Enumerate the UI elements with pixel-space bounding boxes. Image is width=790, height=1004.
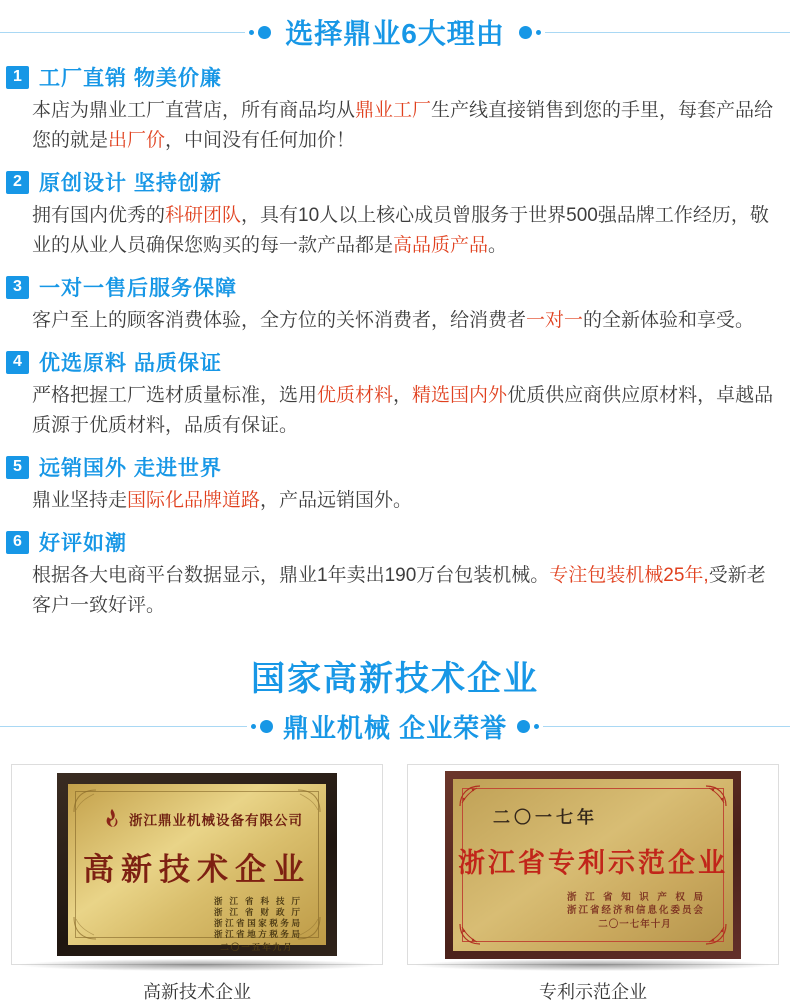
reason-heading: 远销国外 走进世界 (39, 457, 222, 480)
issuer-line: 浙江省财政厅 (214, 907, 300, 917)
reasons-list (0, 62, 790, 621)
plaque-year: 二〇一七年 (493, 807, 598, 827)
reason-heading: 工厂直销 物美价廉 (39, 67, 222, 90)
patent-plaque-frame (445, 771, 741, 959)
corner-flourish-icon (457, 783, 483, 809)
decor-dot-small-right (536, 30, 541, 35)
corner-flourish-icon (703, 783, 729, 809)
plaque-title: 浙江省专利示范企业 (458, 847, 728, 878)
title-line-right (545, 32, 790, 33)
honors-subtitle-row (0, 708, 790, 744)
decor-dot-small-left (249, 30, 254, 35)
reason-body: 拥有国内优秀的科研团队，具有10人以上核心成员曾服务于世界500强品牌工作经历，敬业的从业人员确保您购买的每一款产品都是高品质产品。 (32, 205, 769, 256)
hightech-certificate-image (11, 764, 383, 965)
reason-number-badge: 6 (6, 531, 29, 554)
corner-flourish-icon (457, 921, 483, 947)
corner-flourish-icon (72, 915, 98, 941)
subtitle-line-left (0, 726, 247, 727)
honors-subtitle: 鼎业机械 企业荣誉 (282, 712, 508, 743)
reason-heading: 好评如潮 (39, 532, 127, 555)
reason-body: 根据各大电商平台数据显示，鼎业1年卖出190万台包装机械。专注包装机械25年,受新老客户一致好评。 (32, 565, 766, 616)
plaque-issuers (214, 896, 300, 953)
reason-item-3 (6, 272, 782, 336)
reason-body: 鼎业坚持走国际化品牌道路，产品远销国外。 (32, 490, 413, 511)
certificate-column-patent (407, 764, 779, 1004)
decor-dot-large-right (519, 26, 532, 39)
honors-title: 国家高新技术企业 (251, 660, 539, 698)
section-title-row (0, 13, 790, 51)
plaque-issuers (567, 891, 703, 931)
issuer-line: 浙江省经济和信息化委员会 (567, 904, 703, 916)
plaque-title: 高新技术企业 (83, 852, 311, 887)
reason-heading: 优选原料 品质保证 (39, 352, 222, 375)
reason-heading: 原创设计 坚持创新 (39, 172, 222, 195)
reason-heading: 一对一售后服务保障 (39, 277, 237, 300)
reason-number-badge: 1 (6, 66, 29, 89)
plaque-company-name: 浙江鼎业机械设备有限公司 (129, 813, 303, 828)
reason-item-6 (6, 527, 782, 621)
issuer-line: 浙江省地方税务局 (214, 929, 300, 939)
decor-dot-small-right (534, 724, 539, 729)
reason-body: 客户至上的顾客消费体验，全方位的关怀消费者，给消费者一对一的全新体验和享受。 (32, 310, 755, 331)
certificate-caption: 高新技术企业 (143, 982, 251, 1002)
decor-dot-large-left (260, 720, 273, 733)
reason-body: 本店为鼎业工厂直营店，所有商品均从鼎业工厂生产线直接销售到您的手里，每套产品给您的就是出厂价，中间没有任何加价！ (32, 100, 774, 151)
decor-dot-large-left (258, 26, 271, 39)
issuer-line: 浙江省国家税务局 (214, 918, 300, 928)
reason-item-5 (6, 452, 782, 516)
reason-number-badge: 4 (6, 351, 29, 374)
plaque-date: 二〇一七年十月 (598, 918, 672, 930)
reason-number-badge: 2 (6, 171, 29, 194)
patent-certificate-image (407, 764, 779, 965)
title-line-left (0, 32, 245, 33)
reason-item-2 (6, 167, 782, 261)
reason-item-1 (6, 62, 782, 156)
issuer-line: 浙江省知识产权局 (567, 891, 703, 903)
decor-dot-large-right (517, 720, 530, 733)
reason-number-badge: 3 (6, 276, 29, 299)
issuer-line: 浙江省科技厅 (214, 896, 300, 906)
company-logo-icon (102, 808, 122, 830)
reason-body: 严格把握工厂选材质量标准，选用优质材料，精选国内外优质供应商供应原材料，卓越品质源于优质材料，品质有保证。 (32, 385, 774, 436)
corner-flourish-icon (703, 921, 729, 947)
plaque-date: 二〇一五年九月 (220, 942, 294, 952)
decor-dot-small-left (251, 724, 256, 729)
certificates-row (0, 764, 790, 1004)
certificate-column-hightech (11, 764, 383, 1004)
certificate-caption: 专利示范企业 (539, 982, 647, 1002)
reason-number-badge: 5 (6, 456, 29, 479)
page-title: 选择鼎业6大理由 (285, 18, 505, 49)
reason-item-4 (6, 347, 782, 441)
subtitle-line-right (543, 726, 790, 727)
corner-flourish-icon (72, 788, 98, 814)
hightech-plaque-frame (57, 773, 337, 956)
